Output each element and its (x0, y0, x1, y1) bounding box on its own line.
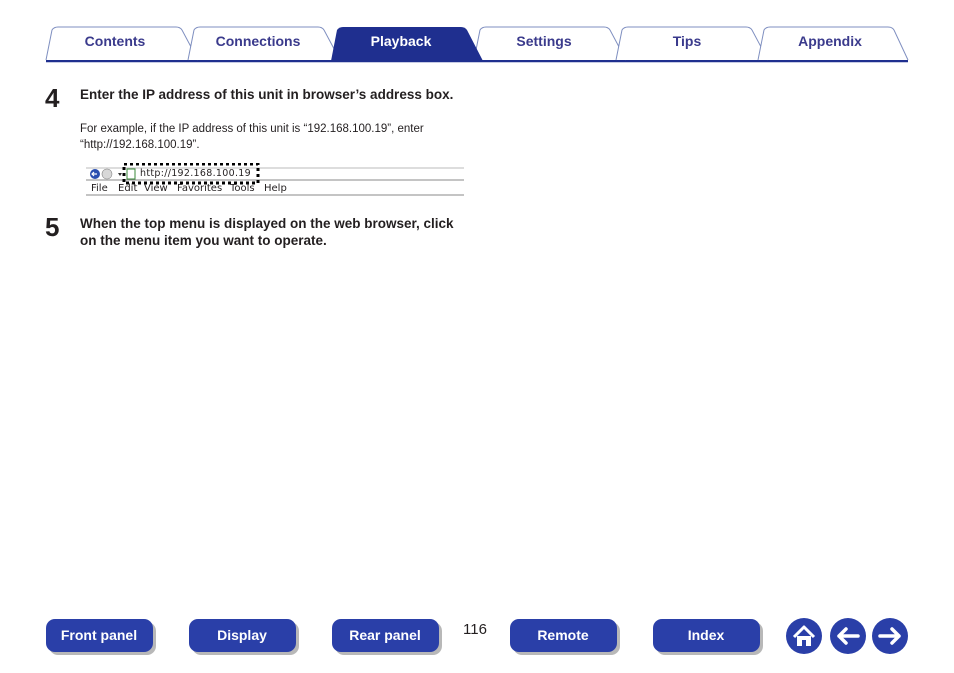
browser-illustration (86, 163, 466, 197)
index-button[interactable] (653, 619, 763, 655)
button-label: Index (687, 627, 725, 643)
display-button[interactable] (189, 619, 299, 655)
front-panel-button[interactable] (46, 619, 156, 655)
menu-edit: Edit (118, 183, 138, 194)
browser-address: http://192.168.100.19 (140, 168, 251, 179)
button-label: Front panel (60, 627, 138, 643)
tab-bar-shapes (0, 0, 954, 64)
tab-appendix[interactable]: Appendix (798, 33, 862, 49)
tab-playback[interactable]: Playback (370, 33, 432, 49)
menu-file: File (91, 183, 108, 194)
button-label: Display (217, 627, 267, 643)
menu-help: Help (264, 183, 287, 194)
menu-tools: Tools (230, 183, 255, 194)
forward-arrow-icon[interactable] (871, 617, 909, 655)
tab-contents[interactable]: Contents (84, 33, 146, 49)
tab-tips[interactable]: Tips (672, 33, 702, 49)
remote-button[interactable] (510, 619, 620, 655)
step-body: For example, if the IP address of this unit is “192.168.100.19”, enter “http://192.168.100.19”. (80, 123, 424, 151)
page-number: 116 (463, 621, 487, 638)
step-number: 4 (45, 83, 60, 113)
tab-connections[interactable]: Connections (215, 33, 301, 49)
home-icon[interactable] (785, 617, 823, 655)
step-number: 5 (45, 212, 60, 242)
tab-settings[interactable]: Settings (516, 33, 572, 49)
menu-view: View (144, 183, 168, 194)
button-label: Rear panel (349, 627, 421, 643)
tab-bar (0, 0, 954, 64)
menu-favorites: Favorites (177, 183, 223, 194)
step-title: Enter the IP address of this unit in browser’s address box. (80, 87, 454, 102)
rear-panel-button[interactable] (332, 619, 442, 655)
button-label: Remote (537, 627, 589, 643)
back-arrow-icon[interactable] (829, 617, 867, 655)
step-title: When the top menu is displayed on the web browser, click on the menu item you want to operate. (80, 216, 454, 248)
